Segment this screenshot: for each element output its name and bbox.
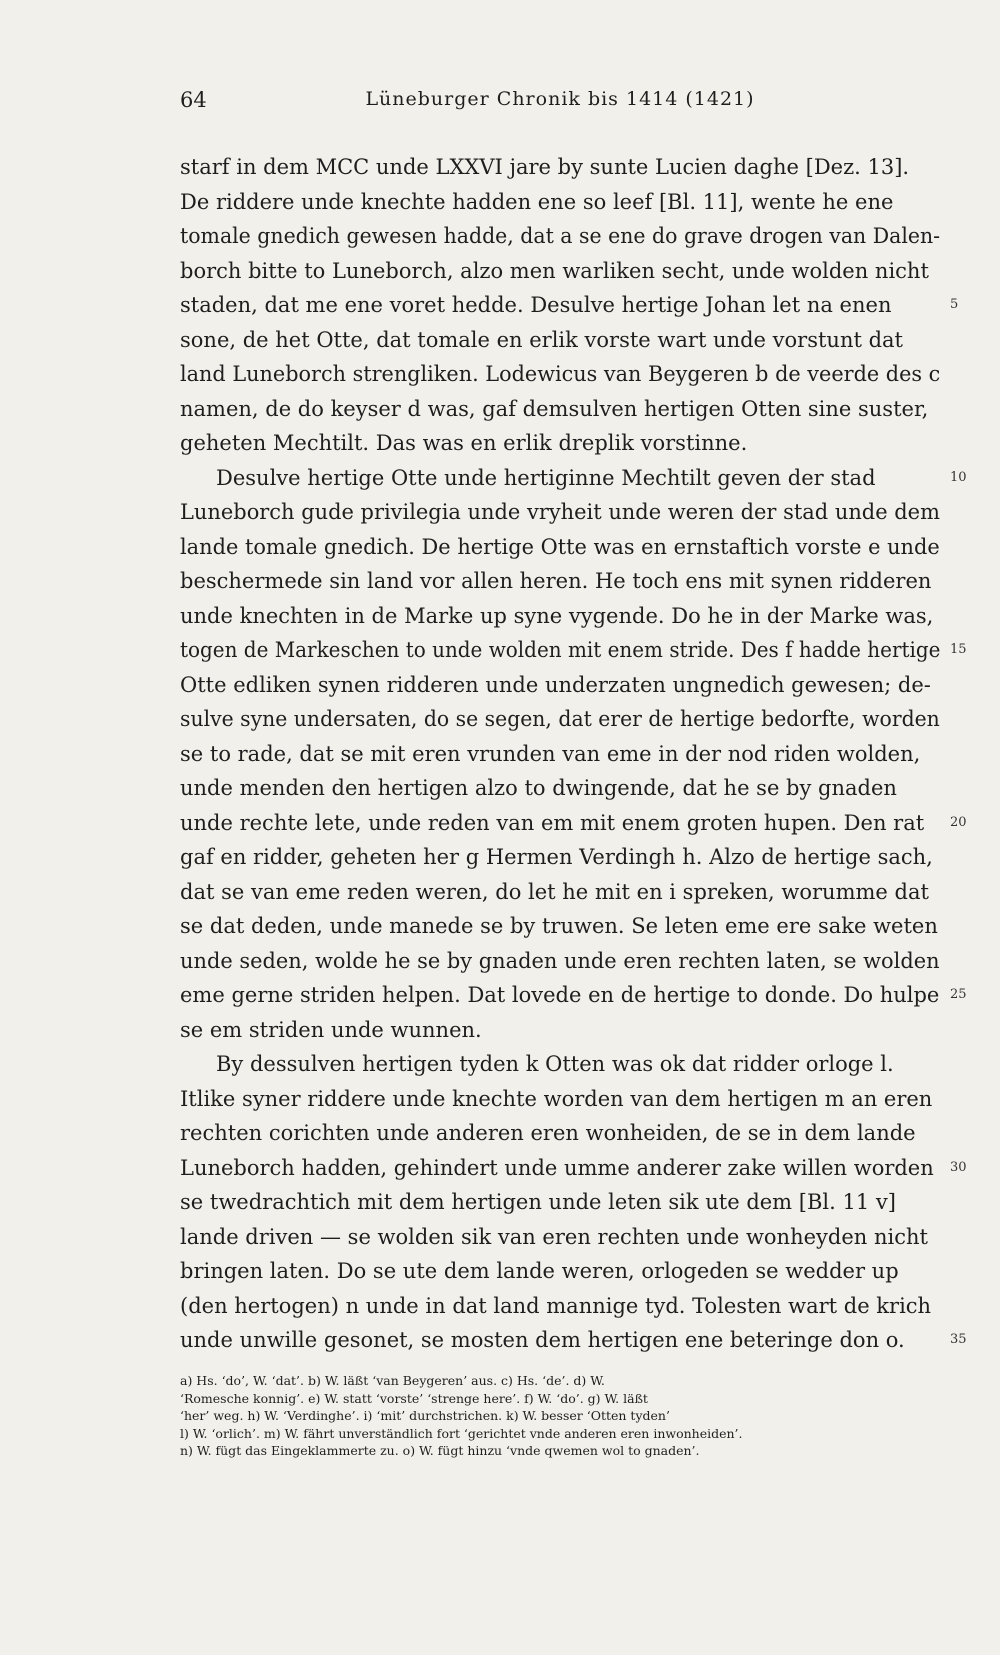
text-line — [180, 771, 940, 806]
line-text: Luneborch hadden, gehindert unde umme anderer zake willen worden — [180, 1155, 934, 1180]
line-number: 5 — [950, 297, 959, 312]
page-number: 64 — [180, 88, 207, 112]
line-text: rechten corichten unde anderen eren wonheiden, de se in dem lande — [180, 1121, 916, 1145]
line-text: geheten Mechtilt. Das was en erlik dreplik vorstinne. — [180, 431, 748, 455]
line-number: 15 — [950, 642, 967, 657]
line-text: Desulve hertige Otte unde hertiginne Mechtilt geven der stad — [216, 465, 876, 490]
text-line — [180, 633, 967, 668]
text-line — [180, 1289, 940, 1324]
text-line — [180, 185, 940, 220]
text-line — [180, 1185, 940, 1220]
line-text: se em striden unde wunnen. — [180, 1017, 482, 1042]
line-text: Otte edliken synen ridderen unde underzaten ungnedich gewesen; de- — [180, 672, 931, 697]
text-line — [180, 461, 967, 496]
line-text: unde unwille gesonet, se mosten dem hertigen ene beteringe don o. — [180, 1328, 905, 1352]
text-line — [180, 288, 959, 323]
page-header — [180, 88, 940, 124]
text-line — [180, 254, 940, 289]
line-text: gaf en ridder, geheten her g Hermen Verdingh h. Alzo de hertige sach, — [180, 845, 933, 869]
footnote-line: ‘her’ weg. h) W. ‘Verdinghe’. i) ‘mit’ durchstrichen. k) W. besser ‘Otten tyden’ — [180, 1408, 670, 1423]
line-text: Itlike syner riddere unde knechte worden van dem hertigen m an eren — [180, 1086, 933, 1111]
line-text: unde knechten in de Marke up syne vygende. Do he in der Marke was, — [180, 603, 934, 628]
line-text: beschermede sin land vor allen heren. He toch ens mit synen ridderen — [180, 569, 932, 593]
line-text: land Luneborch strengliken. Lodewicus van Beygeren b de veerde des c — [180, 362, 941, 386]
line-number: 30 — [950, 1159, 967, 1175]
line-number: 20 — [950, 814, 967, 830]
body-text — [180, 150, 967, 1358]
text-line — [180, 530, 940, 565]
text-line — [180, 1254, 940, 1289]
line-text: eme gerne striden helpen. Dat lovede en de hertige to donde. Do hulpe — [180, 983, 940, 1007]
text-line — [180, 357, 940, 392]
text-line — [180, 1220, 940, 1255]
text-line — [180, 978, 967, 1013]
line-text: togen de Markeschen to unde wolden mit enem stride. Des f hadde hertige — [180, 638, 941, 662]
text-line — [180, 668, 940, 703]
text-line — [180, 564, 940, 599]
text-line — [180, 323, 940, 358]
text-line — [180, 495, 940, 530]
text-line — [180, 426, 940, 461]
line-text: sulve syne undersaten, do se segen, dat erer de hertige bedorfte, worden — [180, 707, 940, 731]
line-text: se to rade, dat se mit eren vrunden van eme in der nod riden wolden, — [180, 741, 921, 766]
text-line — [180, 392, 940, 427]
line-text: lande tomale gnedich. De hertige Otte was en ernstaftich vorste e unde — [180, 534, 940, 559]
text-line — [180, 1116, 940, 1151]
line-text: staden, dat me ene voret hedde. Desulve hertige Johan let na enen — [180, 293, 892, 317]
footnote-line: l) W. ‘orlich’. m) W. fährt unverständlich fort ‘gerichtet vnde anderen eren inwonheiden’. — [180, 1425, 743, 1441]
text-line — [180, 944, 940, 979]
line-text: De riddere unde knechte hadden ene so leef [Bl. 11], wente he ene — [180, 189, 894, 214]
footnotes — [180, 1372, 940, 1460]
text-line — [180, 1323, 967, 1358]
line-text: se dat deden, unde manede se by truwen. Se leten eme ere sake weten — [180, 914, 938, 938]
line-number: 10 — [950, 469, 967, 485]
footnote-line: ‘Romesche konnig’. e) W. statt ‘vorste’ ‘strenge here’. f) W. ‘do’. g) W. läßt — [180, 1390, 648, 1406]
text-line — [180, 1047, 940, 1082]
text-line — [180, 909, 940, 944]
line-text: lande driven — se wolden sik van eren rechten unde wonheyden nicht — [180, 1224, 928, 1249]
text-line — [180, 737, 940, 772]
line-number: 35 — [950, 1332, 967, 1347]
line-text: dat se van eme reden weren, do let he mit en i spreken, worumme dat — [180, 879, 929, 904]
text-line — [180, 1082, 940, 1117]
line-text: namen, de do keyser d was, gaf demsulven hertigen Otten sine suster, — [180, 396, 929, 421]
text-line — [180, 150, 940, 185]
line-text: borch bitte to Luneborch, alzo men warliken secht, unde wolden nicht — [180, 258, 929, 283]
line-text: By dessulven hertigen tyden k Otten was ok dat ridder orloge l. — [216, 1052, 894, 1076]
line-text: sone, de het Otte, dat tomale en erlik vorste wart unde vorstunt dat — [180, 327, 903, 352]
text-line — [180, 875, 940, 910]
line-text: unde rechte lete, unde reden van em mit enem groten hupen. Den rat — [180, 810, 925, 835]
text-line — [180, 1013, 940, 1048]
line-text: tomale gnedich gewesen hadde, dat a se ene do grave drogen van Dalen- — [180, 224, 941, 248]
footnote-line: n) W. fügt das Eingeklammerte zu. o) W. fügt hinzu ‘vnde qwemen wol to gnaden’. — [180, 1443, 700, 1458]
running-title: Lüneburger Chronik bis 1414 (1421) — [365, 88, 755, 110]
text-line — [180, 840, 940, 875]
text-line — [180, 1151, 967, 1186]
line-number: 25 — [950, 987, 967, 1002]
line-text: starf in dem MCC unde LXXVI jare by sunte Lucien daghe [Dez. 13]. — [180, 155, 910, 179]
line-text: bringen laten. Do se ute dem lande weren, orlogeden se wedder up — [180, 1259, 899, 1283]
line-text: se twedrachtich mit dem hertigen unde leten sik ute dem [Bl. 11 v] — [180, 1190, 896, 1214]
text-line — [180, 219, 940, 254]
line-text: (den hertogen) n unde in dat land mannige tyd. Tolesten wart de krich — [180, 1293, 932, 1318]
footnote-line: a) Hs. ‘do’, W. ‘dat’. b) W. läßt ‘van Beygeren’ aus. c) Hs. ‘de’. d) W. — [180, 1373, 605, 1388]
line-text: unde menden den hertigen alzo to dwingende, dat he se by gnaden — [180, 776, 897, 800]
text-line — [180, 599, 940, 634]
text-line — [180, 806, 967, 841]
line-text: unde seden, wolde he se by gnaden unde eren rechten laten, se wolden — [180, 948, 940, 973]
text-line — [180, 702, 940, 737]
line-text: Luneborch gude privilegia unde vryheit unde weren der stad unde dem — [180, 500, 940, 524]
